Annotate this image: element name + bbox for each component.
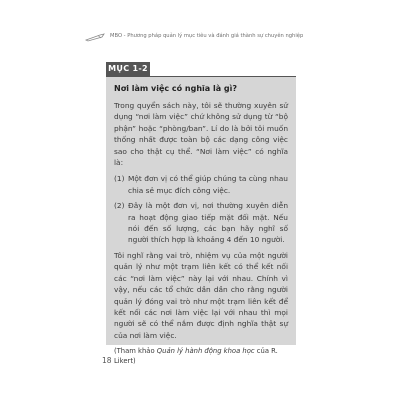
list-text: Một đơn vị có thể giúp chúng ta cùng nhau chia sẻ mục đích công việc. — [128, 174, 288, 195]
page-number: 18 — [102, 356, 112, 365]
box-title: Nơi làm việc có nghĩa là gì? — [114, 84, 237, 93]
book-page — [82, 24, 318, 384]
reference-note — [114, 346, 288, 366]
reference-title: Quản lý hành động khoa học — [156, 347, 255, 356]
running-header — [82, 32, 318, 44]
list-number: (2) — [114, 201, 125, 211]
running-title: MBO - Phương pháp quản lý mục tiêu và đánh giá thành sự chuyên nghiệp — [110, 33, 304, 39]
list-item — [114, 173, 288, 196]
reference-suffix: của R. Likert) — [114, 347, 278, 366]
section-label: MỤC 1-2 — [106, 62, 150, 76]
paragraph-manager: Tôi nghĩ rằng vai trò, nhiệm vụ của một người quản lý như một trạm liên kết có thể kết nối các “nơi làm việc” này lại với nhau. Chính vì vậy, nếu các tổ chức dần dần cho rằng người quản lý đóng vai trò như một trạm liên kết để kết nối các nơi làm việc lại với nhau thì mọi người sẽ có thể nắm được định nghĩa thật sự của nơi làm việc. — [114, 250, 288, 340]
list-item — [114, 200, 288, 246]
list-number: (1) — [114, 174, 125, 184]
reference-prefix: (Tham khảo — [114, 347, 157, 356]
pen-icon — [84, 32, 108, 42]
list-text: Đây là một đơn vị, nơi thường xuyên diễn ra hoạt động giao tiếp mặt đối mặt. Nếu nói đến số lượng, các bạn hãy nghĩ số người thích hợp là khoảng 4 đến 10 người. — [128, 201, 288, 245]
paragraph-intro: Trong quyển sách này, tôi sẽ thường xuyên sử dụng “nơi làm việc” chứ không sử dụng từ “bộ phận” hoặc “phòng/ban”. Lí do là bởi tôi muốn thống nhất được toàn bộ các dạng công việc sao cho thật cụ thể. “Nơi làm việc” có nghĩa là: — [114, 101, 288, 168]
